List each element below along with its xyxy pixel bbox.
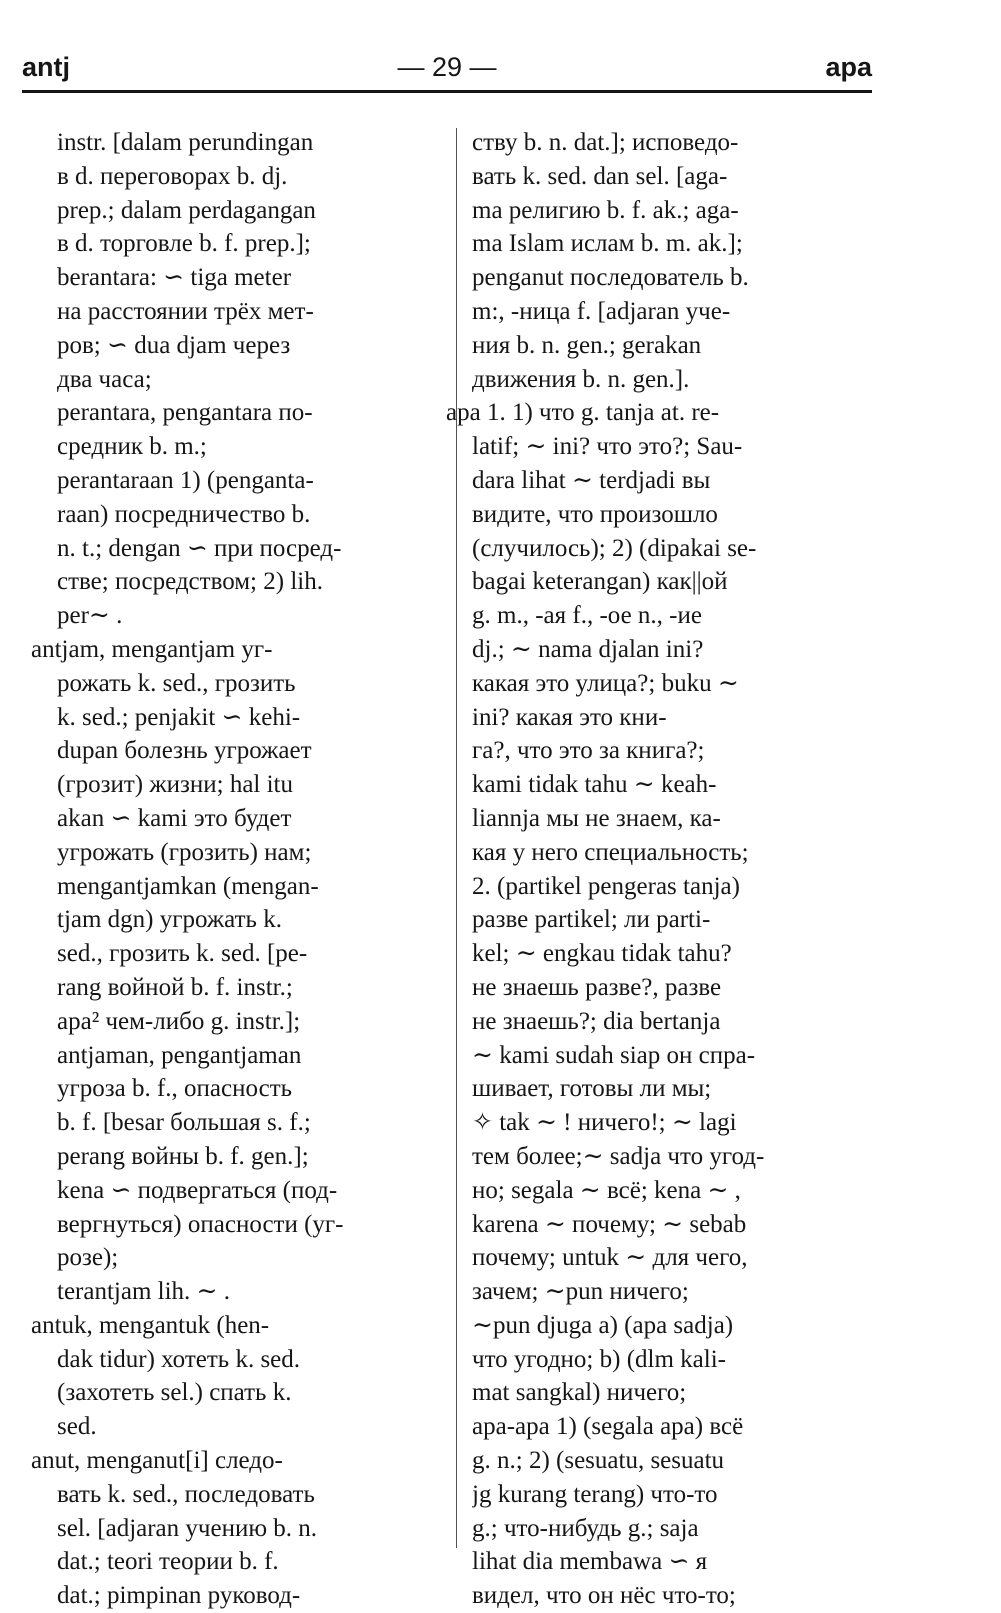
column-divider — [456, 128, 457, 1548]
dictionary-line: га?, что это за книга?; — [472, 737, 705, 765]
dictionary-line: perantaraan 1) (penganta- — [57, 466, 314, 494]
dictionary-line: но; segala ∼ всё; kena ∼ , — [472, 1176, 741, 1204]
dictionary-line: не знаешь разве?, разве — [472, 973, 722, 1001]
dictionary-line: вать k. sed., последовать — [57, 1480, 315, 1508]
dictionary-line: dj.; ∼ nama djalan ini? — [472, 635, 704, 663]
dictionary-line: dupan болезнь угрожает — [57, 737, 312, 765]
dictionary-line: угрожать (грозить) нам; — [57, 838, 312, 866]
dictionary-line: jg kurang terang) что-то — [472, 1480, 718, 1508]
dictionary-line: тем более;∼ sadja что угод- — [472, 1142, 765, 1170]
dictionary-line: (захотеть sel.) спать k. — [57, 1379, 292, 1407]
dictionary-line: видел, что он нёс что-то; — [472, 1582, 736, 1610]
dictionary-line: apa² чем-либо g. instr.]; — [57, 1007, 301, 1035]
dictionary-line: antjaman, pengantjaman — [57, 1041, 302, 1069]
dictionary-line: tjam dgn) угрожать k. — [57, 906, 282, 934]
dictionary-line: движения b. n. gen.]. — [472, 365, 690, 393]
dictionary-line: что угодно; b) (dlm kali- — [472, 1345, 726, 1373]
dictionary-line: apa 1. 1) что g. tanja at. re- — [446, 399, 720, 427]
dictionary-line: почему; untuk ∼ для чего, — [472, 1244, 748, 1272]
dictionary-line: penganut последователь b. — [472, 264, 749, 292]
header-left-guideword: antj — [22, 52, 71, 82]
dictionary-line: per∼ . — [57, 602, 123, 630]
dictionary-line: terantjam lih. ∼ . — [57, 1278, 230, 1306]
dictionary-line: вать k. sed. dan sel. [aga- — [472, 162, 728, 190]
dictionary-line: 2. (partikel pengeras tanja) — [472, 872, 740, 900]
dictionary-line: g.; что-нибудь g.; saja — [472, 1514, 699, 1542]
dictionary-line: средник b. m.; — [57, 433, 207, 461]
dictionary-line: berantara: ∽ tiga meter — [57, 264, 292, 292]
dictionary-line: perantara, pengantara по- — [57, 399, 313, 427]
dictionary-line: ini? какая это кни- — [472, 703, 667, 731]
dictionary-line: вергнуться) опасности (уг- — [57, 1210, 344, 1238]
dictionary-line: не знаешь?; dia bertanja — [472, 1007, 721, 1035]
dictionary-line: g. m., -ая f., -ое n., -ие — [472, 602, 702, 630]
dictionary-line: instr. [dalam perundingan — [57, 129, 314, 156]
dictionary-line: k. sed.; penjakit ∽ kehi- — [57, 703, 301, 731]
dictionary-line: sed. — [57, 1413, 97, 1441]
dictionary-line: antjam, mengantjam уг- — [31, 635, 273, 663]
dictionary-line: (грозит) жизни; hal itu — [57, 771, 293, 799]
dictionary-line: m:, -ница f. [adjaran уче- — [472, 297, 731, 325]
dictionary-line: разве partikel; ли parti- — [472, 906, 711, 934]
dictionary-line: ma Islam ислам b. m. ak.]; — [472, 230, 743, 258]
dictionary-line: рожать k. sed., грозить — [57, 669, 296, 697]
dictionary-line: ству b. n. dat.]; исповедо- — [472, 129, 739, 156]
page-header — [22, 52, 872, 88]
dictionary-line: sel. [adjaran учению b. n. — [57, 1514, 318, 1542]
header-rule — [22, 90, 872, 93]
dictionary-line: apa-apa 1) (segala apa) всё — [472, 1413, 744, 1441]
dictionary-line: dara lihat ∼ terdjadi вы — [472, 466, 711, 494]
right-column — [446, 126, 874, 1613]
dictionary-line: стве; посредством; 2) lih. — [57, 568, 323, 596]
dictionary-line: два часа; — [57, 365, 152, 393]
dictionary-line: кая у него специальность; — [472, 838, 749, 866]
dictionary-line: kami tidak tahu ∼ keah- — [472, 771, 717, 799]
dictionary-line: шивает, готовы ли мы; — [472, 1075, 712, 1103]
dictionary-line: в d. переговорах b. dj. — [57, 162, 288, 190]
dictionary-line: sed., грозить k. sed. [pe- — [57, 940, 308, 968]
dictionary-line: ния b. n. gen.; gerakan — [472, 331, 702, 359]
dictionary-line: n. t.; dengan ∽ при посред- — [57, 534, 342, 562]
dictionary-line: зачем; ∼pun ничего; — [472, 1278, 689, 1306]
dictionary-line: mat sangkal) ничего; — [472, 1379, 687, 1407]
dictionary-line: угроза b. f., опасность — [57, 1075, 293, 1103]
dictionary-line: lihat dia membawa ∽ я — [472, 1548, 708, 1576]
dictionary-line: akan ∽ kami это будет — [57, 804, 292, 832]
dictionary-line: kel; ∼ engkau tidak tahu? — [472, 940, 732, 968]
dictionary-line: bagai keterangan) как||ой — [472, 568, 728, 596]
dictionary-line: dat.; pimpinan руковод- — [57, 1582, 301, 1610]
dictionary-line: ma религию b. f. ak.; aga- — [472, 196, 739, 224]
dictionary-line: видите, что произошло — [472, 500, 718, 528]
dictionary-line: raan) посредничество b. — [57, 500, 311, 528]
header-right-guideword: apa — [825, 52, 872, 82]
dictionary-line: latif; ∼ ini? что это?; Sau- — [472, 433, 743, 461]
dictionary-line: ров; ∽ dua djam через — [57, 331, 291, 359]
dictionary-line: розе); — [57, 1244, 119, 1272]
dictionary-line: ✧ tak ∼ ! ничего!; ∼ lagi — [472, 1109, 737, 1137]
dictionary-line: ∼ kami sudah siap он спра- — [472, 1041, 756, 1069]
dictionary-line: kena ∽ подвергаться (под- — [57, 1176, 338, 1204]
dictionary-line: mengantjamkan (mengan- — [57, 872, 319, 900]
dictionary-line: rang войной b. f. instr.; — [57, 973, 293, 1001]
dictionary-line: (случилось); 2) (dipakai se- — [472, 534, 757, 562]
dictionary-line: anut, menganut[i] следо- — [31, 1447, 283, 1475]
dictionary-line: на расстоянии трёх мет- — [57, 297, 314, 325]
dictionary-line: какая это улица?; buku ∼ — [472, 669, 739, 697]
page-number: — 29 — — [397, 52, 497, 82]
dictionary-line: liannja мы не знаем, ка- — [472, 804, 721, 832]
dictionary-line: karena ∼ почему; ∼ sebab — [472, 1210, 747, 1238]
left-column — [31, 126, 449, 1613]
dictionary-line: antuk, mengantuk (hen- — [31, 1311, 270, 1339]
dictionary-line: b. f. [besar большая s. f.; — [57, 1109, 311, 1137]
dictionary-line: perang войны b. f. gen.]; — [57, 1142, 309, 1170]
dictionary-line: ∼pun djuga a) (apa sadja) — [472, 1311, 734, 1339]
dictionary-line: g. n.; 2) (sesuatu, sesuatu — [472, 1447, 725, 1475]
dictionary-line: в d. торговле b. f. prep.]; — [57, 230, 311, 258]
dictionary-line: prep.; dalam perdagangan — [57, 196, 316, 224]
dictionary-line: dak tidur) хотеть k. sed. — [57, 1345, 301, 1373]
dictionary-line: dat.; teori теории b. f. — [57, 1548, 279, 1576]
